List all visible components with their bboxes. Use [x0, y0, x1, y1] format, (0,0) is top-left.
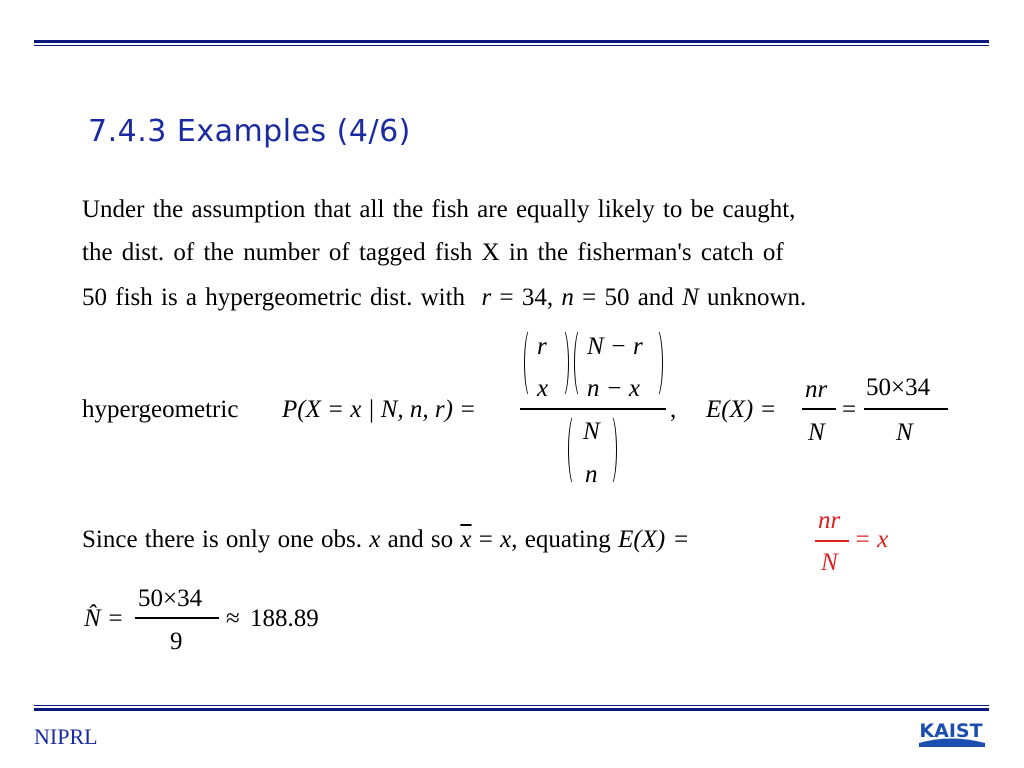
nhat-lhs: N̂ = — [84, 605, 124, 632]
binom-nr-top: N − r — [587, 333, 643, 360]
nhat-numerator: 50×34 — [138, 585, 203, 612]
since-fraction-bar — [815, 540, 849, 542]
bottom-rule — [34, 705, 989, 711]
right-paren-3 — [604, 414, 617, 486]
nhat-denominator: 9 — [170, 628, 183, 655]
binom-N-bottom: n — [585, 461, 598, 488]
ex-fraction-bar-1 — [802, 408, 836, 410]
ex-lhs: E(X) = — [706, 396, 777, 423]
ex-equals: = — [842, 396, 857, 423]
nhat-fraction-bar — [135, 617, 219, 619]
slide-title: 7.4.3 Examples (4/6) — [88, 114, 411, 149]
footer-nip-label: NIPRL — [34, 724, 98, 749]
binom-r-top: r — [537, 333, 547, 360]
pmf-fraction-bar — [520, 408, 666, 410]
paragraph-line-1: Under the assumption that all the fish are equally likely to be caught, — [82, 196, 796, 223]
left-paren-1 — [524, 328, 537, 398]
top-rule — [34, 40, 989, 46]
ex-numerator-2: 50×34 — [866, 374, 931, 401]
kaist-logo-text: KAIST — [919, 720, 983, 742]
paragraph-line-3: 50 fish is a hypergeometric dist. with r = 34, n = 50 and N unknown. — [82, 284, 807, 311]
binom-nr-bottom: n − x — [587, 375, 640, 402]
binom-N-top: N — [583, 418, 600, 445]
kaist-logo — [915, 716, 987, 748]
ex-denominator-2: N — [896, 419, 913, 446]
nhat-value: 188.89 — [250, 605, 319, 632]
ex-numerator-1: nr — [805, 376, 828, 403]
since-numerator: nr — [818, 507, 841, 534]
since-denominator: N — [821, 549, 838, 576]
ex-denominator-1: N — [808, 419, 825, 446]
ex-fraction-bar-2 — [864, 408, 948, 410]
left-paren-3 — [568, 414, 581, 486]
approx-symbol: ≈ — [226, 605, 240, 632]
binom-r-bottom: x — [537, 375, 549, 402]
since-line: Since there is only one obs. x and so $\overline{x} = x$, equating E(X) = — [82, 526, 690, 553]
hypergeometric-label: hypergeometric — [82, 396, 239, 423]
formula-comma: , — [670, 396, 677, 423]
pmf-lhs: P(X = x | N, n, r) = — [282, 396, 477, 423]
paragraph-line-2: the dist. of the number of tagged fish X in the fisherman's catch of — [82, 239, 784, 266]
since-equals-x: = x — [854, 526, 889, 553]
right-paren-1 — [556, 328, 569, 398]
right-paren-2 — [650, 328, 663, 398]
left-paren-2 — [574, 328, 587, 398]
